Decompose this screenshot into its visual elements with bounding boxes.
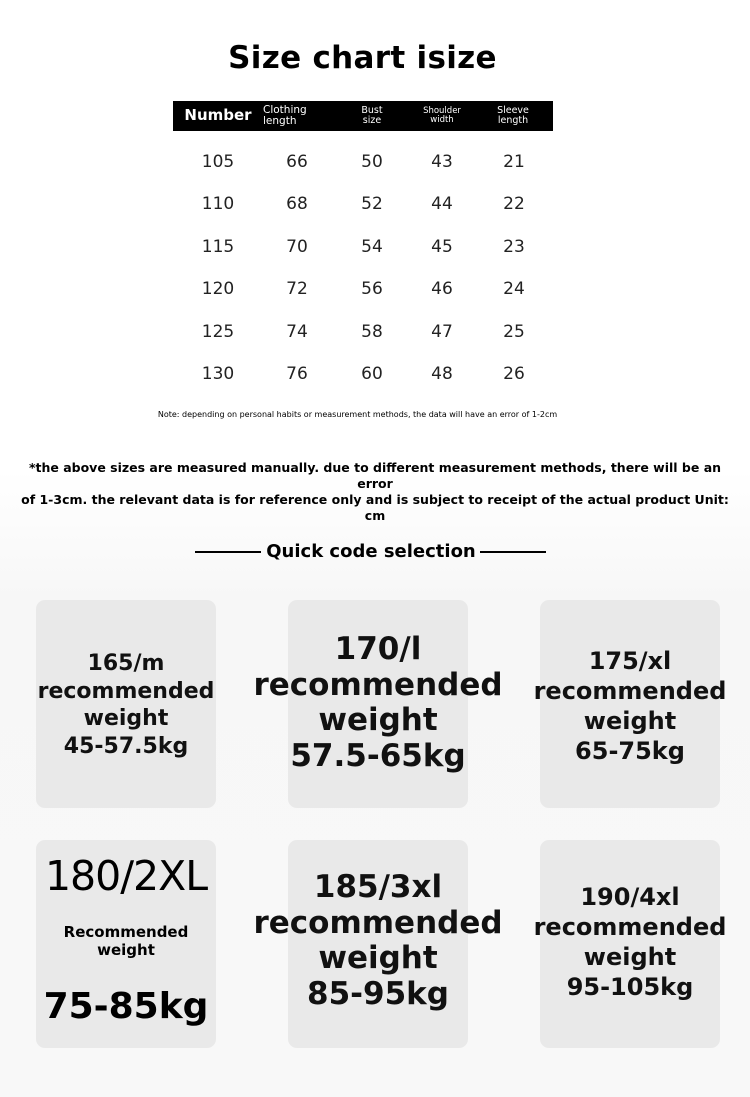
cell-number: 110 (201, 194, 235, 215)
card-weight-range: 65-75kg (575, 737, 685, 765)
table-row (173, 353, 553, 395)
cell-clothing-length: 70 (286, 236, 308, 257)
cell-number: 115 (201, 236, 235, 257)
cell-sleeve-length: 21 (503, 152, 525, 172)
cell-clothing-length: 74 (286, 321, 308, 342)
cell-shoulder-width: 46 (431, 279, 453, 300)
cell-shoulder-width: 43 (431, 152, 453, 172)
header-sleeve-line2: length (497, 115, 529, 126)
card-recommended-label: Recommended (63, 923, 189, 941)
size-card-text (248, 870, 508, 1012)
cell-shoulder-width: 44 (431, 194, 453, 215)
cell-bust-size: 54 (361, 236, 383, 257)
quick-code-heading (0, 540, 750, 564)
disclaimer-line-2: of 1-3cm. the relevant data is for reference only and is subject to receipt of the actual product Unit: cm (21, 492, 729, 523)
cell-sleeve-length: 23 (503, 236, 525, 257)
card-weight-label: weight (583, 707, 677, 735)
cell-clothing-length: 66 (286, 152, 308, 172)
divider-left (195, 551, 261, 553)
header-shoulder-width (407, 101, 477, 131)
cell-sleeve-length: 25 (503, 321, 525, 342)
cell-shoulder-width: 48 (431, 363, 453, 384)
cell-clothing-length: 68 (286, 194, 308, 215)
card-recommended-label: recommended (533, 677, 727, 705)
disclaimer (14, 460, 736, 524)
header-sleeve-line1: Sleeve (497, 105, 529, 117)
table-header (173, 101, 553, 131)
cell-sleeve-length: 26 (503, 363, 525, 384)
cell-bust-size: 52 (361, 194, 383, 215)
divider-right (480, 551, 546, 553)
card-recommended-block (36, 923, 216, 959)
table-row (173, 183, 553, 225)
card-weight-range: 75-85kg (43, 986, 209, 1027)
cell-bust-size: 50 (361, 152, 383, 172)
header-bust-size (343, 101, 401, 131)
cell-sleeve-length: 22 (503, 194, 525, 215)
size-card-4xl (533, 840, 727, 1048)
card-size-label: 175/xl (588, 647, 672, 675)
card-size-label: 165/m (87, 651, 165, 676)
header-clothing-length (263, 101, 329, 131)
card-weight-range: 85-95kg (307, 975, 449, 1012)
table-row (173, 141, 553, 183)
header-sleeve-length (481, 101, 545, 131)
header-bust-line1: Bust (361, 105, 383, 117)
cell-number: 120 (201, 279, 235, 300)
size-card-l (253, 600, 503, 808)
measurement-note: Note: depending on personal habits or measurement methods, the data will have an error of 1-2cm (157, 410, 558, 419)
table-row (173, 311, 553, 353)
table-row (173, 268, 553, 310)
table-row (173, 226, 553, 268)
card-recommended-label: recommended (533, 913, 727, 941)
cell-bust-size: 56 (361, 279, 383, 300)
header-shoulder-line2: width (430, 115, 454, 125)
card-weight-label: weight (583, 943, 677, 971)
cell-bust-size: 58 (361, 321, 383, 342)
cell-shoulder-width: 45 (431, 236, 453, 257)
cell-number: 130 (201, 363, 235, 384)
size-card-text (500, 882, 750, 1002)
card-size-label: 170/l (334, 631, 422, 667)
card-weight-label: weight (318, 940, 438, 976)
card-weight-range: 45-57.5kg (63, 733, 189, 759)
page-title: Size chart isize (228, 40, 497, 76)
card-weight-label: weight (318, 702, 438, 738)
card-weight-label: weight (83, 706, 169, 731)
header-number: Number (184, 106, 252, 125)
card-recommended-label: recommended (37, 678, 215, 704)
size-card-2xl (36, 840, 216, 1048)
cell-clothing-length: 76 (286, 363, 308, 384)
card-weight-range: 95-105kg (566, 973, 694, 1001)
disclaimer-line-1: *the above sizes are measured manually. due to different measurement methods, there will be an error (28, 460, 722, 491)
size-card-3xl (253, 840, 503, 1048)
header-shoulder-line1: Shoulder (423, 106, 461, 117)
card-recommended-label: recommended (253, 666, 503, 703)
size-card-text (500, 646, 750, 766)
cell-sleeve-length: 24 (503, 279, 525, 300)
cell-number: 125 (201, 321, 235, 342)
cell-clothing-length: 72 (286, 279, 308, 300)
cell-shoulder-width: 47 (431, 321, 453, 342)
card-size-label: 185/3xl (313, 869, 443, 905)
card-weight-range: 57.5-65kg (290, 737, 466, 774)
card-size-label: 190/4xl (580, 883, 680, 911)
cell-bust-size: 60 (361, 363, 383, 384)
card-recommended-label: recommended (253, 904, 503, 941)
size-card-text (248, 632, 508, 774)
size-card-m (36, 600, 216, 808)
cell-number: 105 (201, 152, 235, 172)
header-clothing-line2: length (263, 115, 297, 127)
card-weight-label: weight (97, 941, 155, 959)
size-table-body (173, 141, 553, 395)
size-card-xl (533, 600, 727, 808)
size-card-text (0, 650, 256, 760)
quick-code-title: Quick code selection (266, 541, 476, 562)
header-bust-line2: size (362, 115, 382, 126)
header-clothing-line1: Clothing (263, 103, 307, 116)
card-size-label: 180/2XL (44, 852, 208, 900)
